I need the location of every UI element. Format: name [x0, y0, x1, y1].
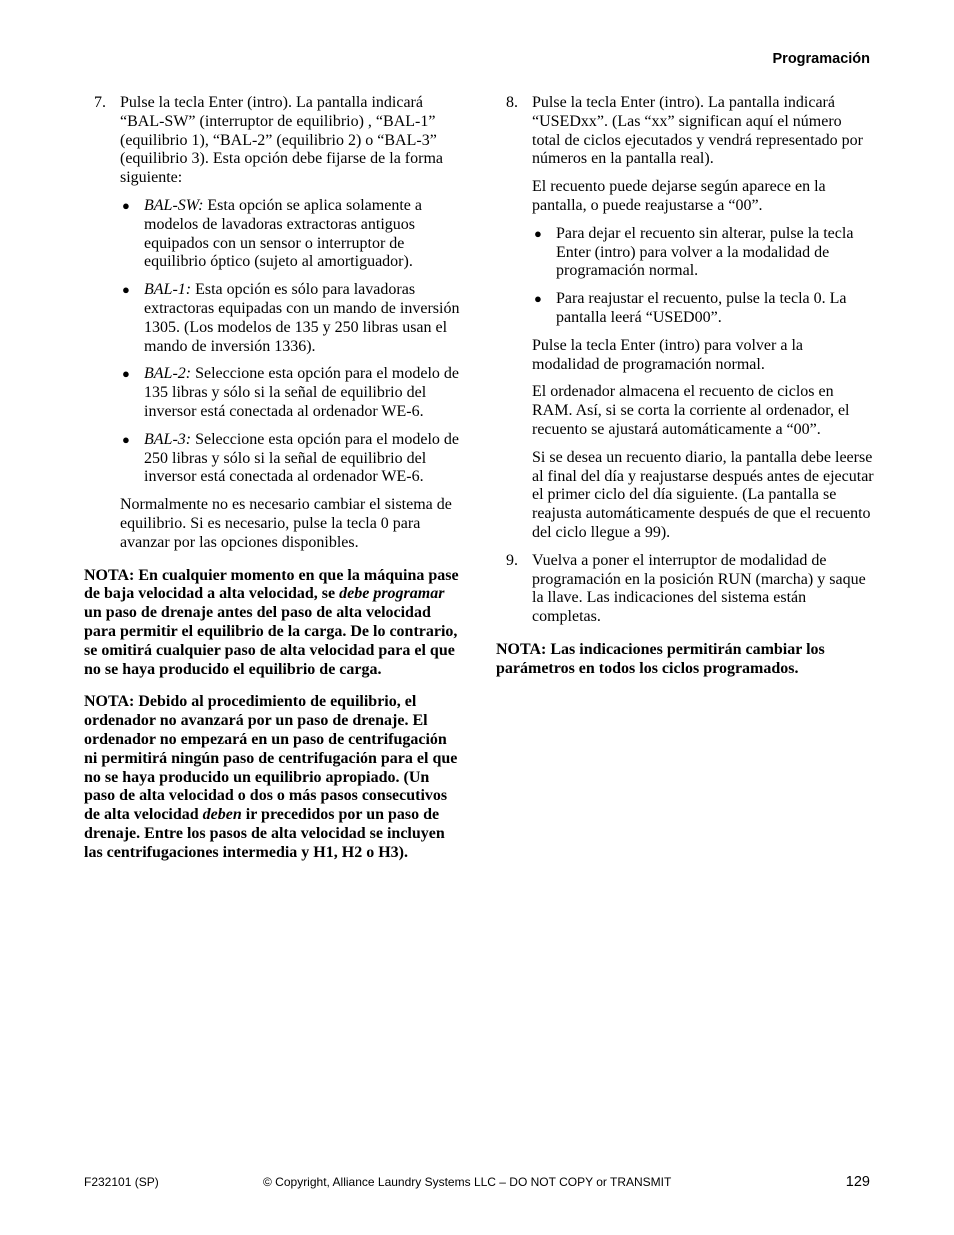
list-item: ● Para reajustar el recuento, pulse la tecla 0. La pantalla leerá “USED00”. — [534, 290, 847, 326]
step-8-para-2: Pulse la tecla Enter (intro) para volver a la modalidad de programación normal. — [532, 336, 803, 373]
note-balance-procedure: NOTA: Debido al procedimiento de equilibrio, el ordenador no avanzará por un paso de drenaje. El ordenador no empezará en un paso de centrifugación ni permitirá ningún paso de centrifugación para el que no se haya producido un equilibrio apropiado. (Un paso de alta velocidad o dos o más pasos consecutivos de alta velocidad deben ir precedidos por un paso de drenaje. Entre los pasos de alta velocidad se incluyen las centrifugaciones intermedia y H1, H2 o H3). — [84, 693, 458, 861]
step-number: 9. — [506, 551, 518, 569]
bullet-dot-icon: ● — [122, 282, 130, 298]
step-number: 8. — [506, 94, 518, 111]
bullet-dot-icon: ● — [534, 225, 542, 241]
step-7-closing: Normalmente no es necesario cambiar el sistema de equilibrio. Si es necesario, pulse la tecla 0 para avanzar por las opciones disponibles. — [120, 496, 452, 551]
list-item: ● BAL-2: Seleccione esta opción para el modelo de 135 libras y sólo si la señal de equilibrio del inversor está conectada al ordenador WE-6. — [122, 365, 459, 420]
step-text: Pulse la tecla Enter (intro). La pantalla indicará “USEDxx”. (Las “xx” significan aquí el número total de ciclos ejecutados y vendrá representado por números en la pantalla real). — [532, 94, 863, 168]
step-9 — [496, 552, 874, 627]
step-text: Vuelva a poner el interruptor de modalidad de programación en la posición RUN (marcha) y saque la llave. Las indicaciones del sistema están completas. — [532, 551, 866, 626]
step-8-para-1: El recuento puede dejarse según aparece en la pantalla, o puede reajustarse a “00”. — [532, 178, 826, 214]
footer-doc-id: F232101 (SP) — [84, 1175, 159, 1189]
step-7 — [84, 94, 460, 188]
bullet-dot-icon: ● — [534, 291, 542, 307]
list-item: ● Para dejar el recuento sin alterar, pulse la tecla Enter (intro) para volver a la modalidad de programación normal. — [534, 224, 854, 280]
section-header: Programación — [772, 51, 870, 67]
bullet-dot-icon: ● — [122, 431, 130, 447]
step-8-para-3: El ordenador almacena el recuento de ciclos en RAM. Así, si se corta la corriente al ordenador, el recuento se ajustará automáticamente a “00”. — [532, 383, 850, 438]
left-column — [84, 94, 460, 876]
footer-page-number: 129 — [845, 1174, 870, 1190]
step-text: Pulse la tecla Enter (intro). La pantalla indicará “BAL-SW” (interruptor de equilibrio) , “BAL-1” (equilibrio 1), “BAL-2” (equilibrio 2) o “BAL-3” (equilibrio 3). Esta opción debe fijarse de la forma siguiente: — [120, 94, 443, 187]
footer-copyright: © Copyright, Alliance Laundry Systems LLC – DO NOT COPY or TRANSMIT — [263, 1175, 672, 1189]
list-item: ● BAL-1: Esta opción es sólo para lavadoras extractoras equipadas con un mando de inversión 1305. (Los modelos de 135 y 250 libras usan el mando de inversión 1336). — [122, 281, 460, 355]
count-options-list — [496, 225, 874, 328]
step-8 — [496, 94, 874, 169]
bullet-dot-icon: ● — [122, 366, 130, 382]
bullet-dot-icon: ● — [122, 197, 130, 213]
right-column — [496, 94, 874, 693]
step-number: 7. — [94, 94, 106, 111]
list-item: ● BAL-3: Seleccione esta opción para el modelo de 250 libras y sólo si la señal de equilibrio del inversor está conectada al ordenador WE-6. — [122, 430, 459, 486]
note-parameters: NOTA: Las indicaciones permitirán cambiar los parámetros en todos los ciclos programados. — [496, 640, 825, 677]
note-drain-step: NOTA: En cualquier momento en que la máquina pase de baja velocidad a alta velocidad, se debe programar un paso de drenaje antes del paso de alta velocidad para permitir el equilibrio de la carga. De lo contrario, se omitirá cualquier paso de alta velocidad para el que no se haya producido el equilibrio de carga. — [84, 566, 459, 678]
balance-options-list — [84, 197, 460, 487]
step-8-para-4: Si se desea un recuento diario, la pantalla debe leerse al final del día y reajustarse después antes de ejecutar el primer ciclo del día siguiente. (La pantalla se reajusta automáticamente después de que el recuento del ciclo llegue a 99). — [532, 448, 874, 541]
list-item: ● BAL-SW: Esta opción se aplica solamente a modelos de lavadoras extractoras antiguos equipados con un sensor o interruptor de equilibrio óptico (sujeto al amortiguador). — [122, 196, 422, 271]
